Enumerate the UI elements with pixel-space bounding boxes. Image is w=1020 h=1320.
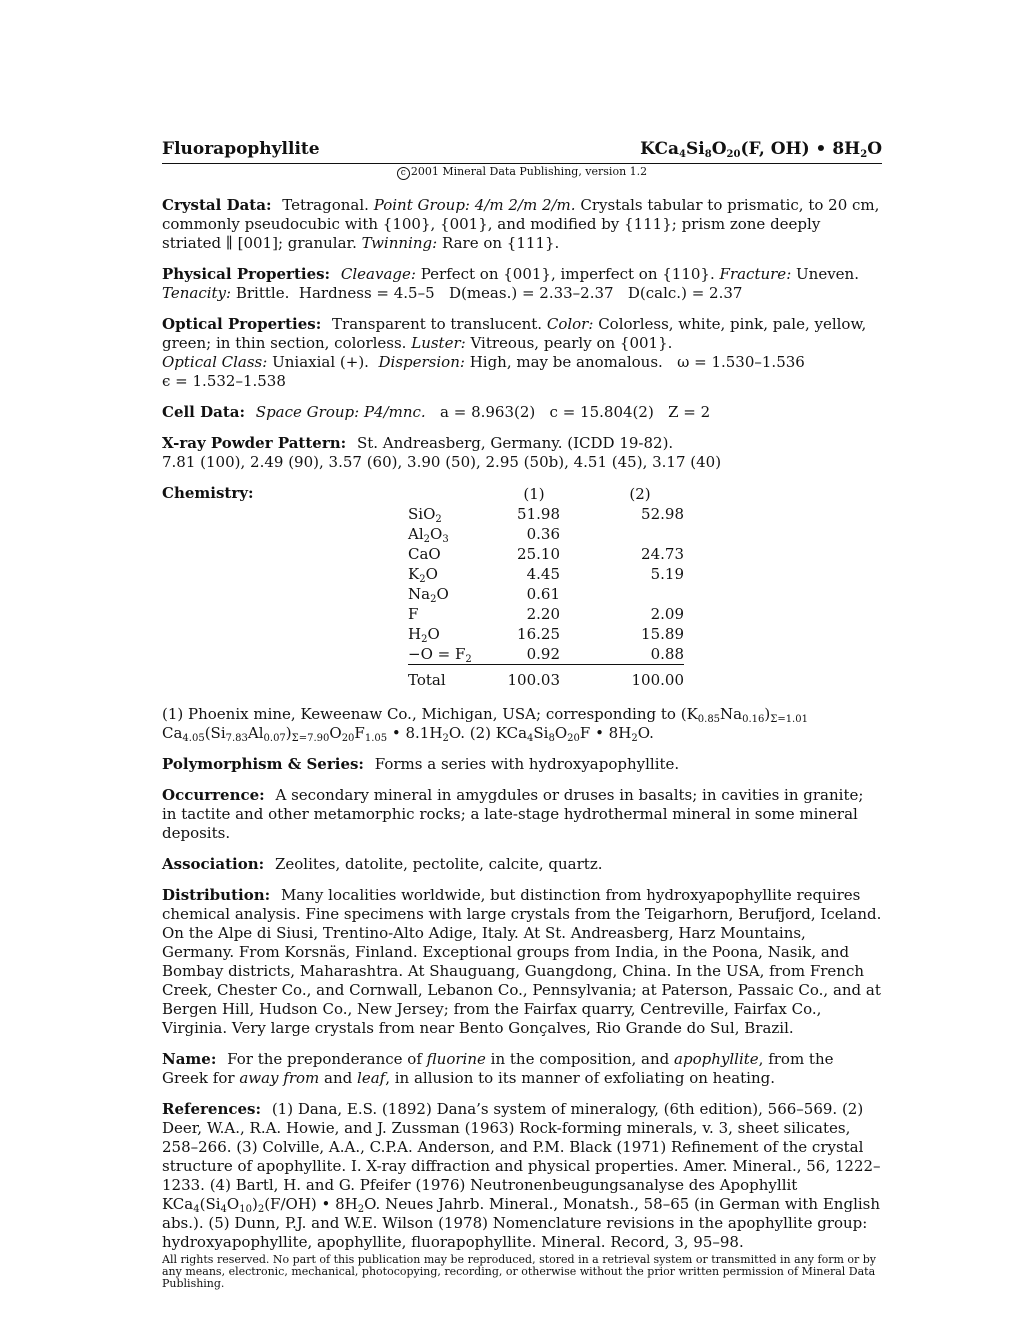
xray-section: X-ray Powder Pattern: St. Andreasberg, Germany. (ICDD 19-82). 7.81 (100), 2.49 (90), 3.57 (60), 3.90 (50), 2.95 (50b), 4.51 (45), 3.17 (40) (162, 434, 722, 471)
chemistry-note: (1) Phoenix mine, Keweenaw Co., Michigan, USA; corresponding to $(K_{0.85}Na_{0.16})_{\Sigma=1.01}$ $Ca_{4.05}(Si_{7.83}Al_{0.07})_{\Sigma=7.90}O_{20}F_{1.05}$ • $8.1H_2O$. (2) $KCa_4Si_8O_{20}F$ • $8H_2O$. (162, 705, 808, 744)
table-row: $K_2O$ 4.45 5.19 (408, 564, 684, 585)
cell-data-section: Cell Data: Space Group: P4/mnc. a = 8.963(2) c = 15.804(2) Z = 2 (162, 403, 711, 421)
physical-properties-section: Physical Properties: Cleavage: Perfect on {001}, imperfect on {110}. Fracture: Uneven. Tenacity: Brittle. Hardness = 4.5–5 D(meas.) = 2.33–2.37 D(calc.) = 2.37 (162, 265, 859, 302)
distribution-section: Distribution: Many localities worldwide, but distinction from hydroxyapophyllite requires chemical analysis. Fine specimens with large crystals from the Teigarhorn, Berufjord, Iceland. On the Alpe di Siusi, Trentino-Alto Adige, Italy. At St. Andreasberg, Harz Mountains, Germany. From Korsnäs, Finland. Exceptional groups from India, in the Poona, Nasik, and Bombay districts, Maharashtra. At Shauguang, Guangdong, China. In the USA, from French Creek, Chester Co., and Cornwall, Lebanon Co., Pennsylvania; at Paterson, Passaic Co., and at Bergen Hill, Hudson Co., New Jersey; from the Fairfax quarry, Centreville, Fairfax Co., Virginia. Very large crystals from near Bento Gonçalves, Rio Grande do Sul, Brazil. (162, 886, 882, 1037)
table-total-row: Total 100.03 100.00 (408, 665, 684, 692)
table-row: F 2.20 2.09 (408, 604, 684, 623)
association-section: Association: Zeolites, datolite, pectolite, calcite, quartz. (162, 855, 603, 873)
header (162, 140, 882, 159)
header-rule (162, 163, 882, 164)
table-row: $Al_2O_3$ 0.36 (408, 524, 560, 545)
copyright-icon: c (397, 167, 410, 180)
table-row: CaO 25.10 24.73 (408, 544, 684, 563)
chemistry-table (408, 484, 684, 691)
name-section: Name: For the preponderance of fluorine in the composition, and apophyllite, from the Greek for away from and leaf, in allusion to its manner of exfoliating on heating. (162, 1050, 834, 1087)
crystal-data-section: Crystal Data: Tetragonal. Point Group: 4/m 2/m 2/m. Crystals tabular to prismatic, to 20 cm, commonly pseudocubic with {100}, {001}, and modified by {111}; prism zone deeply striated ∥ [001]; granular. Twinning: Rare on {111}. (162, 196, 880, 252)
optical-properties-section: Optical Properties: Transparent to translucent. Color: Colorless, white, pink, pale, yellow, green; in thin section, colorless. Luster: Vitreous, pearly on {001}. Optical Class: Uniaxial (+). Dispersion: High, may be anomalous. ω = 1.530–1.536 ϵ = 1.532–1.538 (162, 315, 867, 390)
document-page (162, 140, 882, 1290)
table-row: $-O = F_2$ 0.92 0.88 (408, 644, 684, 665)
mineral-formula: $KCa_4Si_8O_{20}(F$, OH) • $8H_2O$ (640, 139, 882, 160)
occurrence-section: Occurrence: A secondary mineral in amygdules or druses in basalts; in cavities in granite; in tactite and other metamorphic rocks; a late-stage hydrothermal mineral in some mineral deposits. (162, 786, 864, 842)
references-section: References: (1) Dana, E.S. (1892) Dana’s system of mineralogy, (6th edition), 566–569. (2) Deer, W.A., R.A. Howie, and J. Zussman (1963) Rock-forming minerals, v. 3, sheet silicates, 258–266. (3) Colville, A.A., C.P.A. Anderson, and P.M. Black (1971) Refinement of the crystal structure of apophyllite. I. X-ray diffraction and physical properties. Amer. Mineral., 56, 1222–1233. (4) Bartl, H. and G. Pfeifer (1976) Neutronenbeugungsanalyse des Apophyllit $KCa_4(Si_4O_{10})_2(F/OH)$ • $8H_2O$. Neues Jahrb. Mineral., Monatsh., 58–65 (in German with English abs.). (5) Dunn, P.J. and W.E. Wilson (1978) Nomenclature revisions in the apophyllite group: hydroxyapophyllite, apophyllite, fluorapophyllite. Mineral. Record, 3, 95–98. (162, 1100, 881, 1251)
copyright-line: c 2001 Mineral Data Publishing, version 1.2 (162, 165, 882, 180)
table-header-row: (1) (2) (523, 484, 651, 503)
chemistry-section: Chemistry: (1) (2) SiO$_2$ 51.98 52.98 $Al_2O_3$ 0.36 CaO 25.10 24.73 $K_2O$ 4.45 5.19 $Na_2O$ 0.61 F 2.20 2.09 $H_2O$ 16.25 15.89 $-O = F_2$ 0.92 0.88 Total 100.03 100.00 (1) Phoenix mine, Keweenaw Co., Michigan, USA; corresponding to $(K_{0.85}Na_{0.16})_{\Sigma=1.01}$ $Ca_{4.05}(Si_{7.83}Al_{0.07})_{\Sigma=7.90}O_{20}F_{1.05}$ • $8.1H_2O$. (2) $KCa_4Si_8O_{20}F$ • $8H_2O$. (162, 484, 882, 743)
mineral-title: Fluorapophyllite (162, 139, 320, 159)
polymorphism-section: Polymorphism & Series: Forms a series with hydroxyapophyllite. (162, 755, 680, 773)
table-row: SiO$_2$ 51.98 52.98 (408, 504, 684, 525)
table-row: $H_2O$ 16.25 15.89 (408, 624, 684, 645)
footer-notice: All rights reserved. No part of this publication may be reproduced, stored in a retrieval system or transmitted in any form or by any means, electronic, mechanical, photocopying, recording, or otherwise without the prior written permission of Mineral Data Publishing. (162, 1253, 877, 1290)
table-row: $Na_2O$ 0.61 (408, 584, 560, 605)
